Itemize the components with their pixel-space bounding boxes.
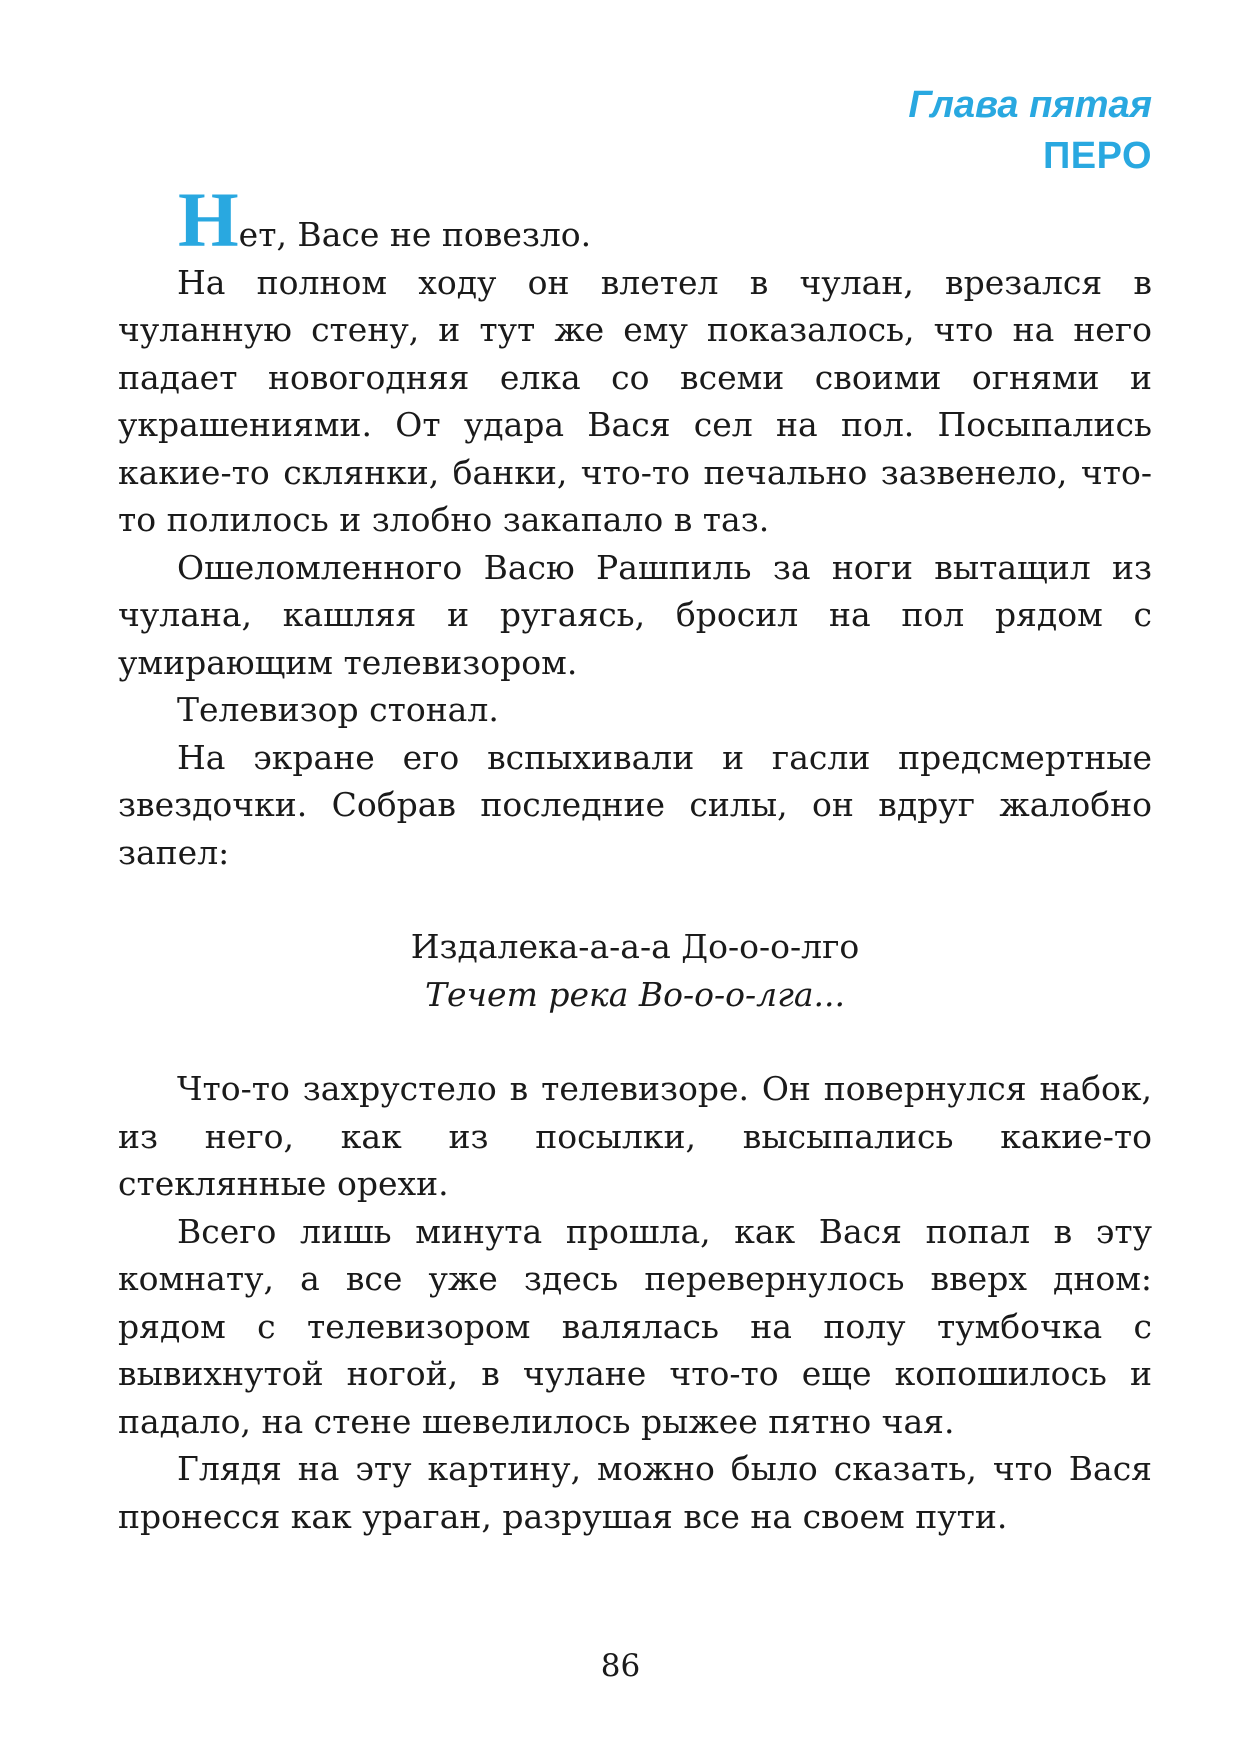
drop-cap: Н <box>178 176 239 263</box>
paragraph: Что-то захрустело в телевизоре. Он повернулся набок, из него, как из посылки, высыпались какие-то стеклянные орехи. <box>118 1069 1152 1203</box>
chapter-header <box>908 80 1152 182</box>
first-paragraph <box>118 176 1152 263</box>
paragraph: Глядя на эту картину, можно было сказать, что Вася пронесся как ураган, разрушая все на своем пути. <box>118 1449 1152 1536</box>
verse-line: Течет река Во-о-о-лга... <box>424 974 846 1014</box>
paragraph: На экране его вспыхивали и гасли предсмертные звездочки. Собрав последние силы, он вдруг жалобно запел: <box>118 737 1152 872</box>
chapter-title: ПЕРО <box>1042 135 1152 177</box>
paragraph: Телевизор стонал. <box>177 690 499 729</box>
paragraph: Всего лишь минута прошла, как Вася попал в эту комнату, а все уже здесь перевернулось вверх дном: рядом с телевизором валялась на полу тумбочка с вывихнутой ногой, в чулане что-то еще копошилось и падало, на стене шевелилось рыжее пятно чая. <box>118 1211 1152 1441</box>
song-verse <box>118 923 1152 1018</box>
verse-line: Издалека-а-а-а До-о-о-лго <box>410 927 860 966</box>
paragraph: На полном ходу он влетел в чулан, врезался в чуланную стену, и тут же ему показалось, что на него падает новогодняя елка со всеми своими огнями и украшениями. От удара Вася сел на пол. Посыпались какие-то склянки, банки, что-то печально зазвенело, что-то полилось и злобно закапало в таз. <box>118 262 1152 539</box>
body-text <box>118 176 1152 1540</box>
first-paragraph-text: ет, Васе не повезло. <box>238 215 592 254</box>
chapter-label: Глава пятая <box>908 84 1152 126</box>
page-number: 86 <box>600 1648 641 1684</box>
paragraph: Ошеломленного Васю Рашпиль за ноги вытащил из чулана, кашляя и ругаясь, бросил на пол рядом с умирающим телевизором. <box>118 547 1152 682</box>
